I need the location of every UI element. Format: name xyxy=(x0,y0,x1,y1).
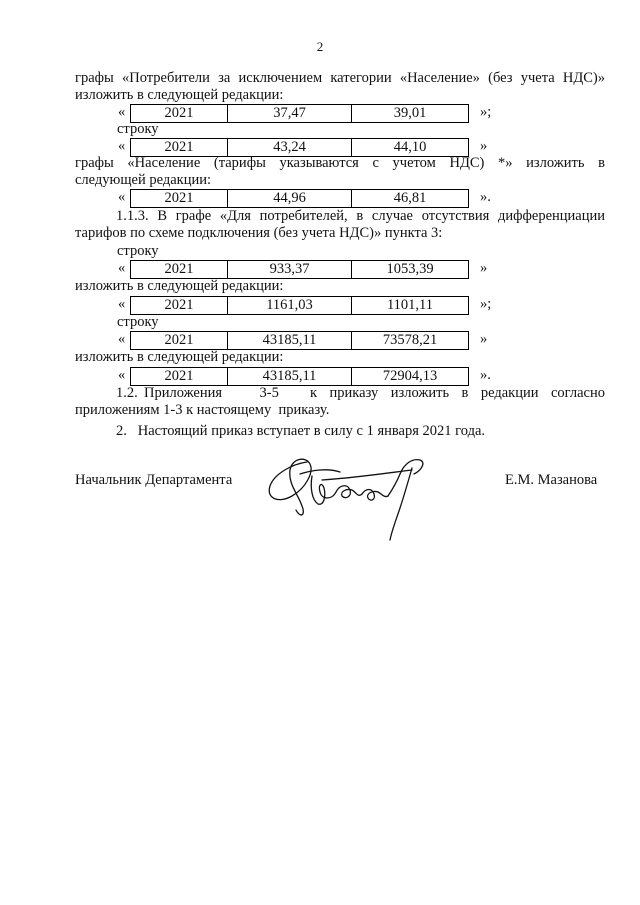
value-cell: 43185,11 xyxy=(228,332,352,349)
year-cell: 2021 xyxy=(131,105,228,122)
text-line: изложить в следующей редакции: xyxy=(75,87,284,103)
quote-open: « xyxy=(118,260,126,276)
value-cell: 1053,39 xyxy=(386,261,434,277)
quote-open: « xyxy=(118,296,126,312)
value-cell: 46,81 xyxy=(393,190,427,206)
quote-open: « xyxy=(118,331,126,347)
value-cell: 43185,11 xyxy=(228,368,352,385)
quote-close: » xyxy=(480,138,488,154)
text-line: строку xyxy=(117,314,159,330)
text-line: изложить в следующей редакции: xyxy=(75,278,284,294)
text-line: 2. Настоящий приказ вступает в силу с 1 января 2021 года. xyxy=(116,423,486,439)
value-cell: 72904,13 xyxy=(382,368,438,384)
text-line: приложениям 1-3 к настоящему приказу. xyxy=(75,402,330,418)
value-cell: 73578,21 xyxy=(382,332,438,348)
text-line: 1.2. Приложения 3-5 к приказу изложить в редакции согласно xyxy=(116,385,605,401)
quote-close: » xyxy=(480,331,488,347)
value-cell: 39,01 xyxy=(393,105,427,121)
value-cell: 44,10 xyxy=(393,139,427,155)
quote-close: »; xyxy=(480,296,492,312)
value-cell: 1101,11 xyxy=(386,297,434,313)
quote-close: »; xyxy=(480,104,492,120)
value-cell: 44,96 xyxy=(228,190,352,207)
text-line: строку xyxy=(117,243,159,259)
quote-close: ». xyxy=(480,189,491,205)
handwritten-signature xyxy=(262,444,442,554)
value-cell: 1161,03 xyxy=(228,297,352,314)
year-cell: 2021 xyxy=(131,190,228,207)
value-cell: 43,24 xyxy=(228,139,352,156)
year-cell: 2021 xyxy=(131,139,228,156)
text-line: графы «Потребители за исключением категории «Население» (без учета НДС)» xyxy=(75,70,605,86)
quote-close: ». xyxy=(480,367,491,383)
value-cell: 933,37 xyxy=(228,261,352,278)
quote-open: « xyxy=(118,138,126,154)
quote-close: » xyxy=(480,260,488,276)
text-line: графы «Население (тарифы указываются с учетом НДС) *» изложить в xyxy=(75,155,605,171)
year-cell: 2021 xyxy=(131,297,228,314)
text-line: тарифов по схеме подключения (без учета НДС)» пункта 3: xyxy=(75,225,443,241)
value-cell: 37,47 xyxy=(228,105,352,122)
quote-open: « xyxy=(118,104,126,120)
quote-open: « xyxy=(118,367,126,383)
signature-position: Начальник Департамента xyxy=(75,472,233,488)
signature-name: Е.М. Мазанова xyxy=(505,472,598,488)
year-cell: 2021 xyxy=(131,332,228,349)
text-line: следующей редакции: xyxy=(75,172,212,188)
year-cell: 2021 xyxy=(131,261,228,278)
year-cell: 2021 xyxy=(131,368,228,385)
text-line: изложить в следующей редакции: xyxy=(75,349,284,365)
text-line: 1.1.3. В графе «Для потребителей, в случае отсутствия дифференциации xyxy=(116,208,605,224)
text-line: строку xyxy=(117,121,159,137)
page-number: 2 xyxy=(316,39,324,54)
quote-open: « xyxy=(118,189,126,205)
